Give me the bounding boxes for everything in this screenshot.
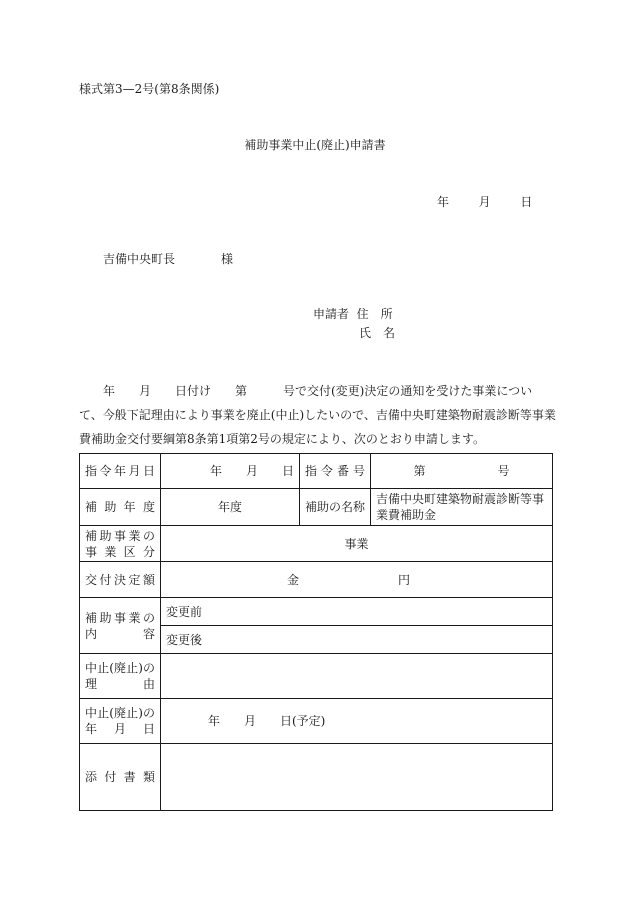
date-month: 月 — [478, 195, 491, 209]
content-label-line: 補助事業の — [85, 610, 155, 625]
content-label — [80, 598, 161, 654]
reason-label-line: 理由 — [85, 677, 155, 691]
stop-date-label — [80, 699, 161, 744]
reason-label-line: 中止(廃止)の — [85, 661, 155, 675]
addressee-name: 吉備中央町長 — [103, 252, 176, 266]
applicant-label: 申請者 — [313, 307, 350, 321]
date-day: 日 — [520, 195, 533, 209]
category-label-line: 事業区分 — [85, 544, 155, 559]
attachments-value — [161, 744, 553, 811]
subsidy-name-value: 吉備中央町建築物耐震診断等事業費補助金 — [371, 489, 553, 526]
submission-date — [437, 193, 532, 210]
addressee-honorific: 様 — [221, 252, 234, 266]
category-label — [80, 526, 161, 562]
category-value: 事業 — [161, 526, 553, 562]
amount-prefix: 金 — [287, 572, 300, 587]
document-title: 補助事業中止(廃止)申請書 — [244, 138, 386, 152]
category-label-line: 補助事業の — [85, 528, 155, 543]
stop-date-label-line: 年月日 — [85, 722, 155, 736]
designation-date-label: 指令年月日 — [80, 454, 161, 489]
stop-date-text: 年 月 日(予定) — [208, 714, 326, 728]
addressee — [103, 250, 233, 267]
content-label-line: 内容 — [85, 626, 155, 641]
reason-label — [80, 654, 161, 699]
amount-label: 交付決定額 — [80, 562, 161, 598]
amount-suffix: 円 — [398, 572, 411, 587]
amount-value — [161, 562, 553, 598]
application-body — [79, 379, 557, 451]
body-line: 年 月 日付け 第 号で交付(変更)決定の通知を受けた事業につい — [79, 384, 533, 398]
subsidy-name-label: 補助の名称 — [300, 489, 371, 526]
designation-date-value: 年 月 日 — [161, 454, 300, 489]
applicant-address — [313, 305, 393, 322]
fiscal-year-label: 補助年度 — [80, 489, 161, 526]
application-table — [79, 453, 553, 811]
after-change: 変更後 — [161, 626, 553, 654]
date-year: 年 — [437, 195, 450, 209]
attachments-label: 添付書類 — [80, 744, 161, 811]
stop-date-label-line: 中止(廃止)の — [85, 706, 155, 720]
body-line: て、今般下記理由により事業を廃止(中止)したいので、吉備中央町建築物耐震診断等事業 — [79, 408, 556, 422]
stop-date-value — [161, 699, 553, 744]
address-label: 住 所 — [356, 307, 393, 321]
body-line: 費補助金交付要綱第8条第1項第2号の規定により、次のとおり申請します。 — [79, 432, 485, 446]
form-number: 様式第3—2号(第8条関係) — [79, 82, 220, 96]
reason-value — [161, 654, 553, 699]
fiscal-year-value: 年度 — [161, 489, 300, 526]
designation-number-value: 第 号 — [371, 454, 553, 489]
applicant-name: 氏 名 — [359, 326, 396, 340]
before-change: 変更前 — [161, 598, 553, 626]
designation-number-label: 指令番号 — [300, 454, 371, 489]
